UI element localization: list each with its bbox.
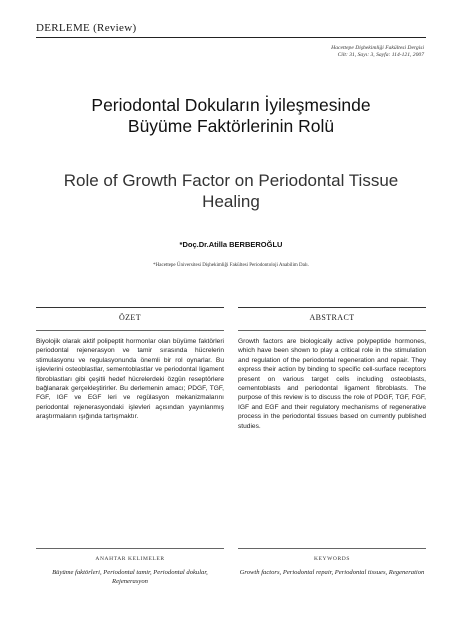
abstract-bottom-rule — [238, 330, 426, 331]
section-label: DERLEME (Review) — [36, 22, 137, 34]
title-turkish — [30, 95, 432, 137]
ozet-top-rule — [36, 307, 224, 308]
keywords-tr-text: Büyüme faktörleri, Periodontal tamir, Periodontal dokular, Rejenerasyon — [52, 569, 208, 585]
abstract-top-rule — [238, 307, 426, 308]
keywords-tr-rule — [36, 548, 224, 549]
title-english-line1: Role of Growth Factor on Periodontal Tissue — [63, 171, 399, 190]
ozet-bottom-rule — [36, 330, 224, 331]
abstract-text: Growth factors are biologically active polypeptide hormones, which have been shown to play a critical role in the stimulation and regulation of the periodontal regeneration and repair. They express their action by binding to specific cell-surface receptors present on various target cells including osteoblasts, cementoblasts and periodontal ligament fibroblasts. The purpose of this review is to discuss the role of PDGF, TGF, FGF, IGF and EGF and their regulatory mechanisms of regenerative process in the periodontal tissues based on currently published studies. — [238, 338, 426, 430]
ozet-text: Biyolojik olarak aktif polipeptit hormonlar olan büyüme faktörleri periodontal rejenerasyon ve tamir sırasında hücrelerin stimulasyonu ve regulasyonunda önemli bir rol oynarlar. Bu işlevlerini osteoblastlar, sementoblastlar ve periodontal ligament fibroblastları gibi çeşitli hedef hücrelerdeki özgün reseptörlere bağlanarak gerçekleştirirler. Bu derlemenin amacı; PDGF, TGF, FGF, IGF ve EGF leri ve regülasyon mekanizmalarını periodontal rejenerasyondaki işlevleri açısından yayınlanmış araştırmaların ışığında tartışmaktır. — [36, 338, 224, 421]
keywords-en-rule — [238, 548, 426, 549]
title-turkish-line1: Periodontal Dokuların İyileşmesinde — [91, 95, 371, 115]
title-english-line2: Healing — [202, 192, 260, 211]
ozet-heading: ÖZET — [118, 313, 142, 322]
author: *Doç.Dr.Atilla BERBEROĞLU — [179, 240, 283, 249]
abstract-heading: ABSTRACT — [309, 313, 355, 322]
affiliation: *Hacettepe Üniversitesi Dişhekimliği Fakültesi Periodontoloji Anabilim Dalı. — [153, 263, 309, 268]
header-rule — [36, 37, 426, 38]
title-english — [30, 170, 432, 212]
journal-name: Hacettepe Dişhekimliği Fakültesi Dergisi — [331, 45, 424, 51]
keywords-en-heading: KEYWORDS — [314, 556, 350, 562]
keywords-en-text: Growth factors, Periodontal repair, Periodontal tissues, Regeneration — [239, 569, 425, 576]
keywords-tr-heading: ANAHTAR KELIMELER — [95, 556, 165, 562]
journal-info — [331, 45, 424, 59]
title-turkish-line2: Büyüme Faktörlerinin Rolü — [127, 116, 335, 136]
journal-volume: Cilt: 31, Sayı: 3, Sayfa: 114-121, 2007 — [337, 52, 424, 58]
